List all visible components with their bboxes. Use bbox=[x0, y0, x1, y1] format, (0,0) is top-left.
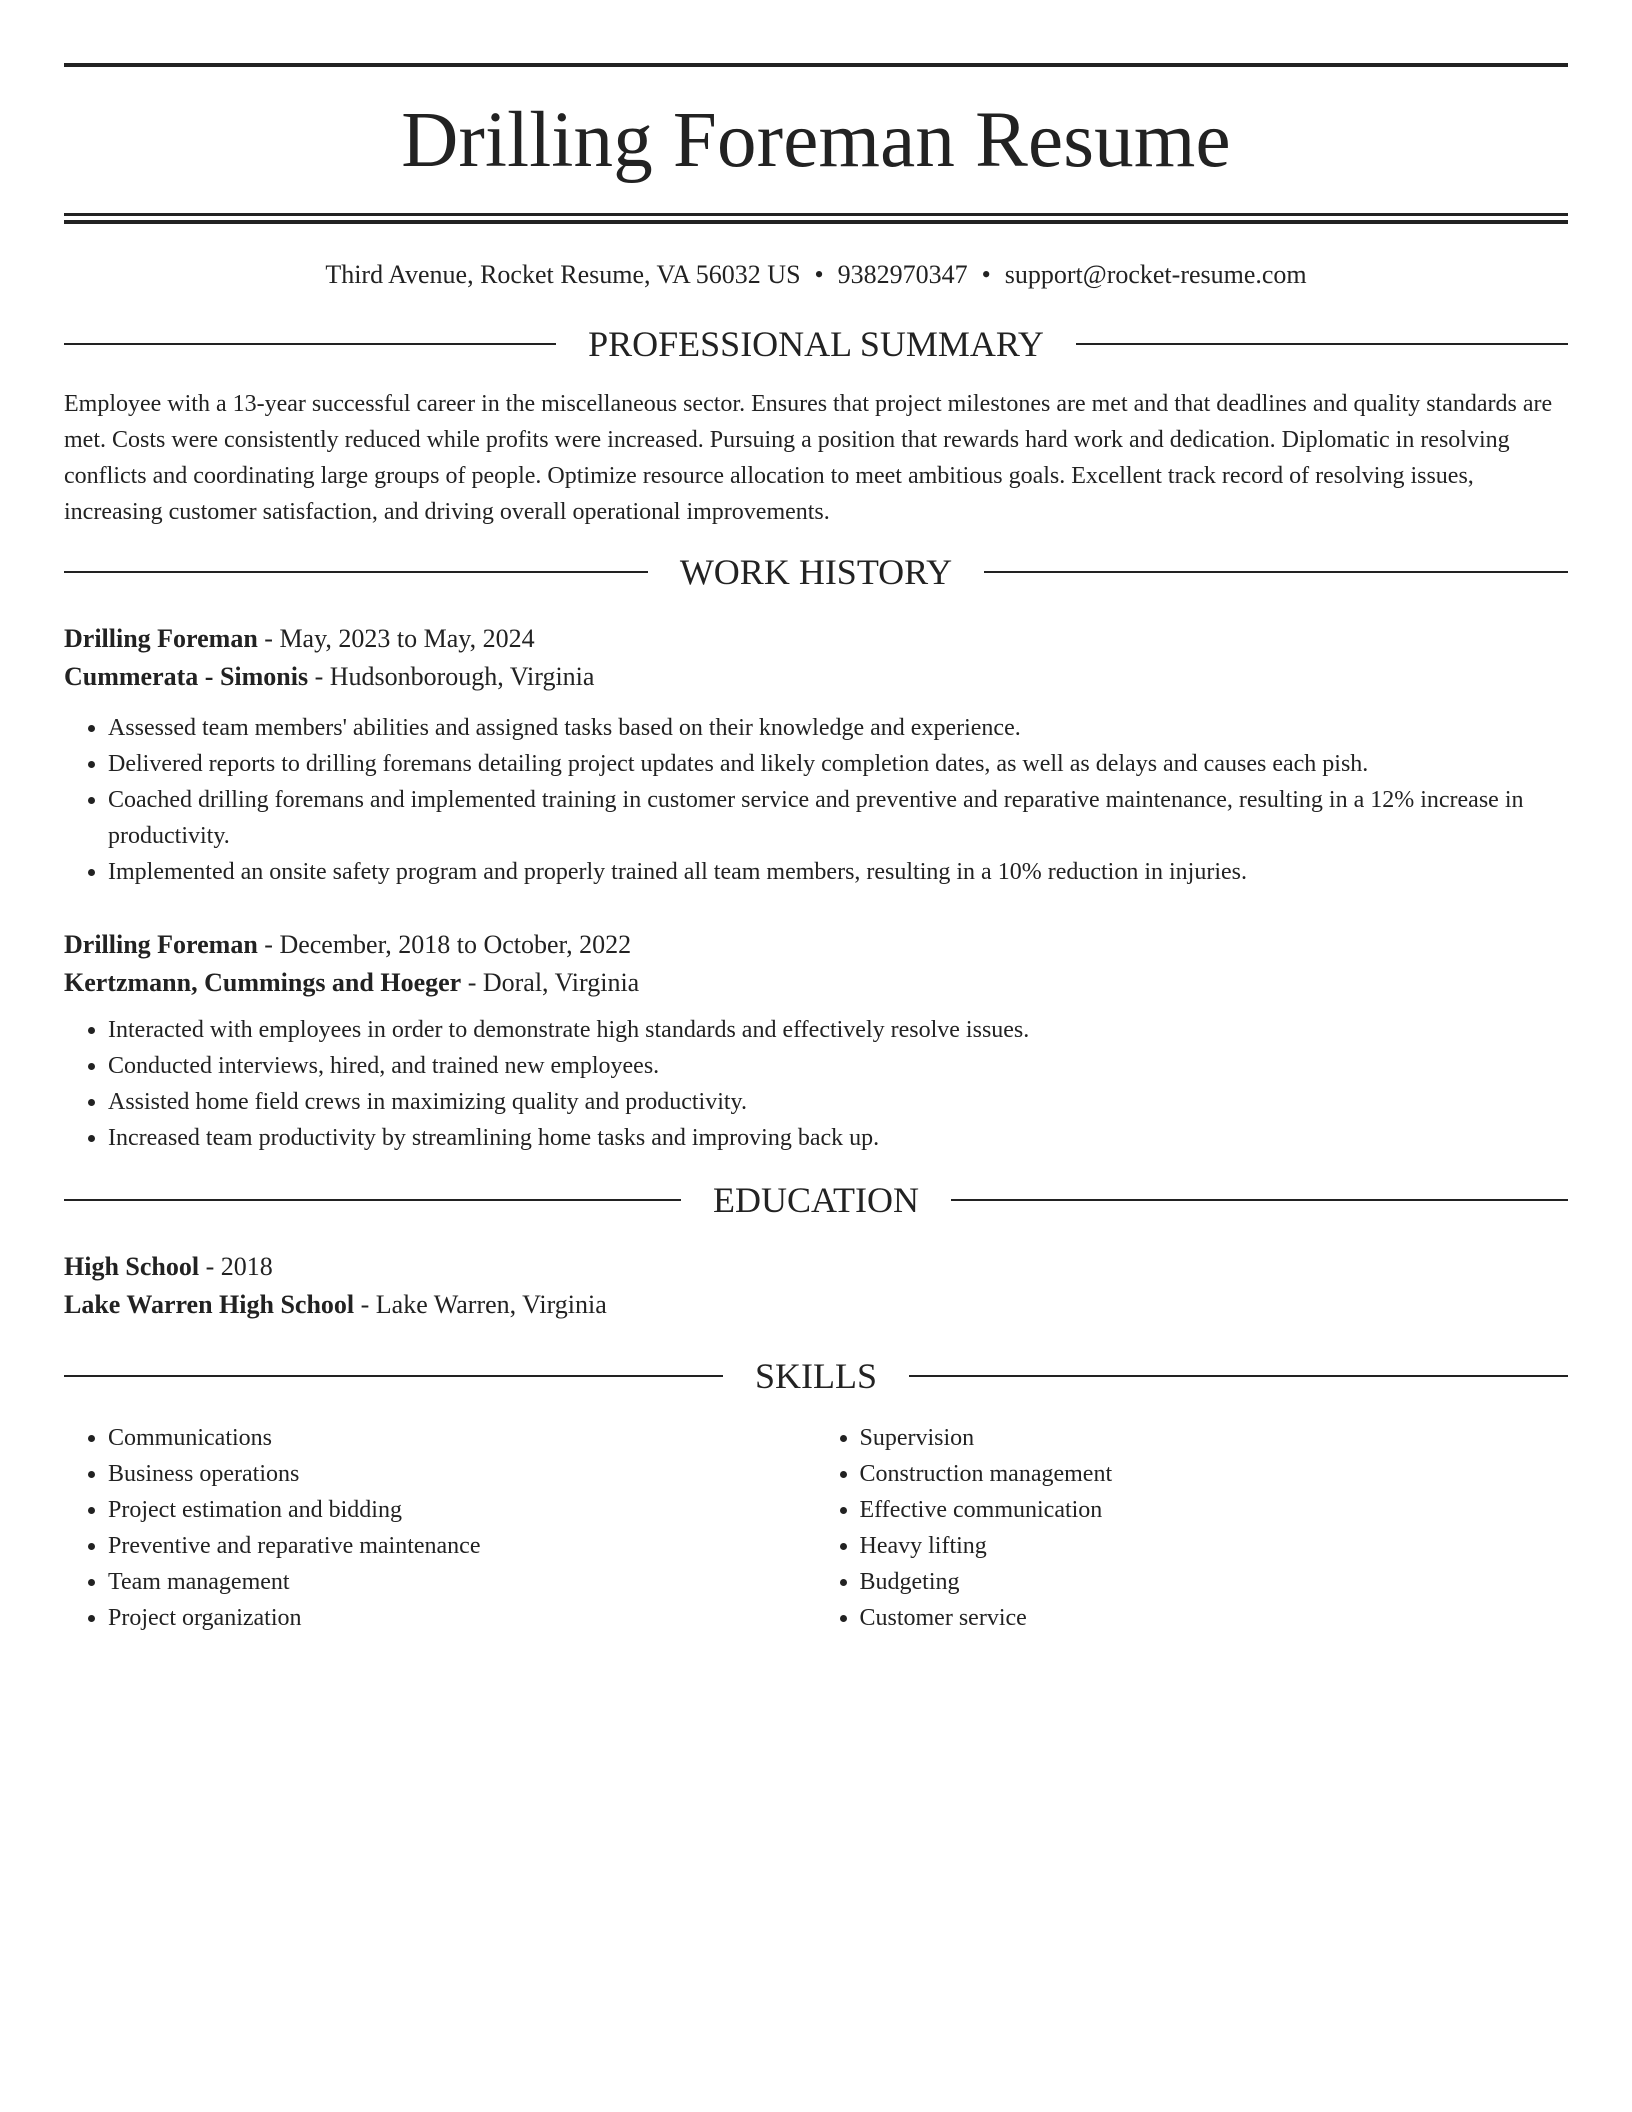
list-item: • Communications bbox=[108, 1420, 817, 1456]
list-item: • Project estimation and bidding bbox=[108, 1492, 817, 1528]
section-title: WORK HISTORY bbox=[679, 552, 953, 592]
skills-left-list bbox=[64, 1420, 817, 1636]
top-rule bbox=[64, 63, 1568, 67]
section-title: PROFESSIONAL SUMMARY bbox=[588, 324, 1044, 364]
list-item: • Business operations bbox=[108, 1456, 817, 1492]
list-item: • Delivered reports to drilling foremans detailing project updates and likely completion dates, as well as delays and causes each pish. bbox=[108, 746, 1568, 782]
contact-phone: 9382970347 bbox=[837, 260, 968, 289]
job-company: Kertzmann, Cummings and Hoeger bbox=[64, 968, 462, 997]
education-degree-line bbox=[64, 1248, 1568, 1286]
list-item: • Increased team productivity by streamlining home tasks and improving back up. bbox=[108, 1120, 1568, 1156]
list-item: • Implemented an onsite safety program and properly trained all team members, resulting in a 10% reduction in injuries. bbox=[108, 854, 1568, 890]
list-item: • Budgeting bbox=[860, 1564, 1569, 1600]
job-bullets bbox=[64, 1012, 1568, 1156]
section-header-work bbox=[64, 552, 1568, 592]
skills-columns bbox=[64, 1420, 1568, 1636]
job-entry bbox=[64, 926, 1568, 1156]
education-degree: High School bbox=[64, 1252, 200, 1281]
contact-address: Third Avenue, Rocket Resume, VA 56032 US bbox=[325, 260, 801, 289]
job-location: - Doral, Virginia bbox=[461, 968, 640, 997]
section-header-education bbox=[64, 1180, 1568, 1220]
section-rule bbox=[64, 1375, 723, 1377]
list-item: • Coached drilling foremans and implemented training in customer service and preventive and reparative maintenance, resulting in a 12% increase in productivity. bbox=[108, 782, 1568, 854]
list-item: • Supervision bbox=[860, 1420, 1569, 1456]
job-title-line bbox=[64, 926, 1568, 964]
section-title: SKILLS bbox=[755, 1356, 878, 1396]
list-item: • Construction management bbox=[860, 1456, 1569, 1492]
title-double-rule bbox=[64, 213, 1568, 224]
section-header-skills bbox=[64, 1356, 1568, 1396]
education-school: Lake Warren High School bbox=[64, 1290, 355, 1319]
list-item: • Team management bbox=[108, 1564, 817, 1600]
job-company: Cummerata - Simonis bbox=[64, 662, 309, 691]
section-rule bbox=[64, 571, 648, 573]
summary-text: Employee with a 13-year successful career in the miscellaneous sector. Ensures that project milestones are met and that deadlines and quality standards are met. Costs were consistently reduced while profits were increased. Pursuing a position that rewards hard work and dedication. Diplomatic in resolving conflicts and coordinating large groups of people. Optimize resource allocation to meet ambitious goals. Excellent track record of resolving issues, increasing customer satisfaction, and driving overall operational improvements. bbox=[64, 391, 1553, 525]
section-rule bbox=[64, 343, 556, 345]
job-location: - Hudsonborough, Virginia bbox=[308, 662, 595, 691]
section-title: EDUCATION bbox=[713, 1180, 919, 1220]
contact-separator: • bbox=[981, 260, 991, 289]
list-item: • Conducted interviews, hired, and trained new employees. bbox=[108, 1048, 1568, 1084]
section-rule bbox=[1076, 343, 1568, 345]
job-company-line bbox=[64, 658, 1568, 696]
page-title: Drilling Foreman Resume bbox=[401, 97, 1231, 184]
list-item: • Preventive and reparative maintenance bbox=[108, 1528, 817, 1564]
section-rule bbox=[984, 571, 1568, 573]
list-item: • Heavy lifting bbox=[860, 1528, 1569, 1564]
education-school-line bbox=[64, 1286, 1568, 1324]
contact-email: support@rocket-resume.com bbox=[1004, 260, 1307, 289]
list-item: • Project organization bbox=[108, 1600, 817, 1636]
education-entry bbox=[64, 1248, 1568, 1324]
job-title: Drilling Foreman bbox=[64, 930, 258, 959]
education-year: - 2018 bbox=[199, 1252, 273, 1281]
list-item: • Customer service bbox=[860, 1600, 1569, 1636]
list-item: • Assisted home field crews in maximizing quality and productivity. bbox=[108, 1084, 1568, 1120]
list-item: • Interacted with employees in order to demonstrate high standards and effectively resolve issues. bbox=[108, 1012, 1568, 1048]
section-header-summary bbox=[64, 324, 1568, 364]
education-location: - Lake Warren, Virginia bbox=[354, 1290, 607, 1319]
job-entry bbox=[64, 620, 1568, 890]
job-dates: - December, 2018 to October, 2022 bbox=[257, 930, 632, 959]
section-rule bbox=[951, 1199, 1568, 1201]
contact-line bbox=[64, 260, 1568, 290]
skills-right-list bbox=[817, 1420, 1569, 1636]
job-title-line bbox=[64, 620, 1568, 658]
section-rule bbox=[909, 1375, 1568, 1377]
job-dates: - May, 2023 to May, 2024 bbox=[257, 624, 535, 653]
job-company-line bbox=[64, 964, 1568, 1002]
section-rule bbox=[64, 1199, 681, 1201]
list-item: • Effective communication bbox=[860, 1492, 1569, 1528]
list-item: • Assessed team members' abilities and assigned tasks based on their knowledge and experience. bbox=[108, 710, 1568, 746]
job-title: Drilling Foreman bbox=[64, 624, 258, 653]
contact-separator: • bbox=[814, 260, 824, 289]
job-bullets bbox=[64, 710, 1568, 890]
